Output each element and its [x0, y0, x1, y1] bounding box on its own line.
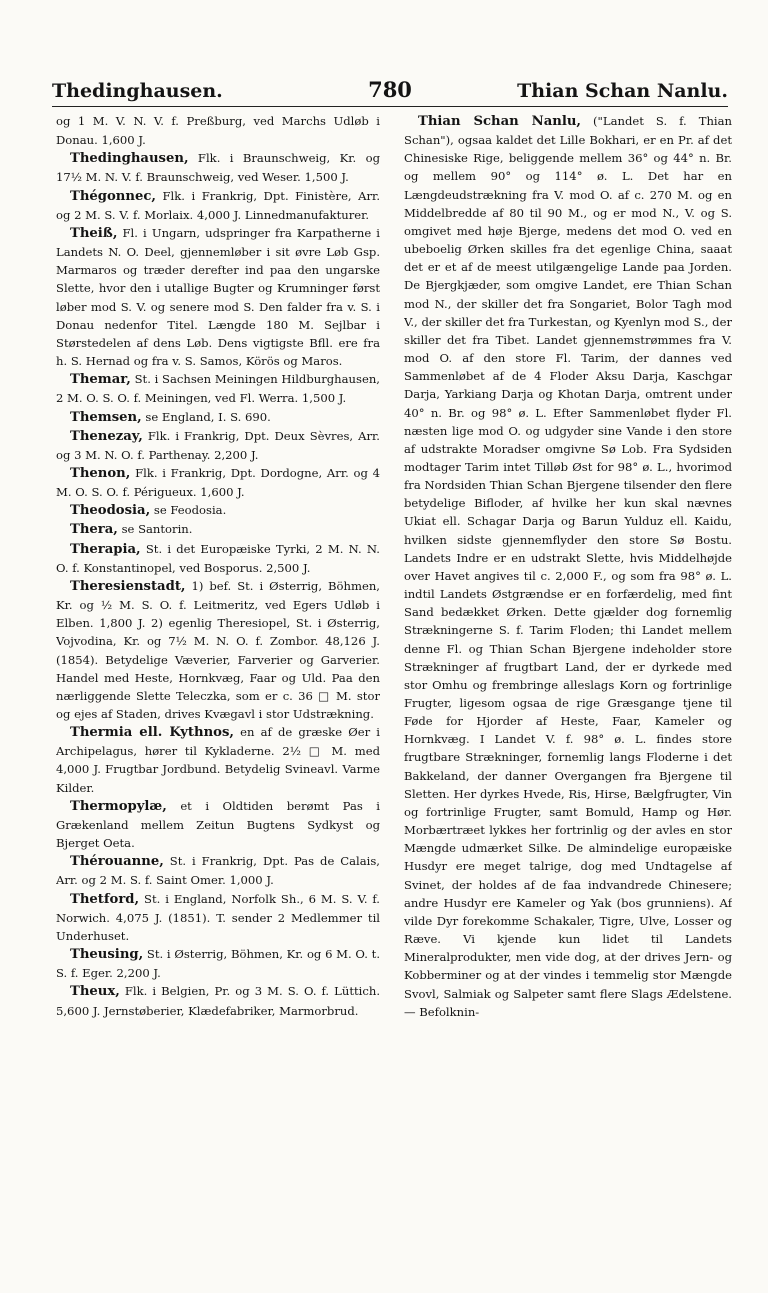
entry-text: og 1 M. V. N. V. f. Preßburg, ved Marchs Udløb i Donau. 1,600 J. [56, 114, 380, 148]
entry-text: en af de græske Øer i Archipelagus, hører til Kykladerne. 2½ □ M. med 4,000 J. Frugtbar Jordbund. Betydelig Svineavl. Varme Kilder. [56, 725, 380, 795]
entry-text: Flk. i Frankrig, Dpt. Deux Sèvres, Arr. og 3 M. N. O. f. Parthenay. 2,200 J. [56, 428, 380, 462]
dictionary-entry [56, 982, 380, 1019]
entry-text: ("Landet S. f. Thian Schan"), ogsaa kaldet det Lille Bokhari, er en Pr. af det Chinesiske Rige, beliggende mellem 36° og 44° n. Br. og mellem 90° og 114° ø. L. Det har en Længdeudstrækning fra V. mod O. af c. 270 M. og en Middelbredde af 80 til 90 M., og er mod N., V. og S. omgivet med høje Bjerge, medens det mod O. ved en ubeboelig Ørken skilles fra det egenlige China, saaat det er et af de meest utilgængelige Lande paa Jorden. De Bjergkjæder, som omgive Landet, ere Thian Schan mod N., der skiller det fra Songariet, Bolor Tagh mod V., der skiller det fra Turkestan, og Kyenlyn mod S., der skiller det fra Tibet. Landet gjennemstrømmes fra V. mod O. af den store Fl. Tarim, der dannes ved Sammenløbet af de 4 Floder Aksu Darja, Kaschgar Darja, Yarkiang Darja og Khotan Darja, omtrent under 40° n. Br. og 98° ø. L. Efter Sammenløbet flyder Fl. næsten lige mod O. og udgyder sine Vande i den store af udstrakte Moradser omgivne Sø Lob. Fra Sydsiden modtager Tarim intet Tilløb Øst for 98° ø. L., hvorimod fra Nordsiden Thian Schan Bjergene tilsender den flere betydelige Bifloder, af hvilke her kun skal nævnes Ukiat ell. Schagar Darja og Barun Yulduz ell. Kaidu, hvilken sidste gjennemflyder den store Sø Bostu. Landets Indre er en udstrakt Slette, hvis Middelhøjde over Havet angives til c. 2,000 F., og som fra 98° ø. L. indtil Landets Østgrændse er en forfærdelig, med fint Sand bedækket Ørken. Dette gjælder dog fornemlig Strækningerne S. f. Tarim Floden; thi Landet mellem denne Fl. og Thian Schan Bjergene indeholder store Strækninger af frugtbart Land, der er dyrkede med stor Omhu og frembringe alleslags Korn og fortrinlige Frugter, ligesom ogsaa de rige Græsgange tjene til Føde for Hjorder af Heste, Faar, Kameler og Hornkvæg. I Landet V. f. 98° ø. L. findes store frugtbare Strækninger, fornemlig langs Floderne i det Bakkeland, der danner Overgangen fra Bjergene til Sletten. Her dyrkes Hvede, Ris, Hirse, Bælgfrugter, Vin og fortrinlige Frugter, samt Bomuld, Hamp og Hør. Morbærtræet lykkes her fortrinlig og der avles en stor Mængde udmærket Silke. De almindelige europæiske Husdyr ere meget talrige, dog med Undtagelse af Svinet, der holdes af de faa indvandrede Chinesere; andre Husdyr ere Kameler og Yak (bos grunniens). Af vilde Dyr forekomme Schakaler, Tigre, Ulve, Losser og Ræve. Vi kjende kun lidet til Landets Mineralprodukter, men vide dog, at der drives Jern- og Kobberminer og at der vindes i temmelig stor Mængde Svovl, Salmiak og Salpeter samt flere Slags Ædelstene. — Befolknin- [404, 114, 732, 1019]
entry-text: se England, I. S. 690. [141, 409, 271, 424]
entry-text: Flk. i Belgien, Pr. og 3 M. S. O. f. Lüttich. 5,600 J. Jernstøberier, Klædefabriker, Marmorbrud. [56, 984, 380, 1018]
headword: Thetford, [70, 891, 140, 907]
dictionary-entry [56, 540, 380, 577]
headword: Theresienstadt, [70, 578, 186, 594]
running-head-right: Thian Schan Nanlu. [517, 80, 728, 102]
headword: Thian Schan Nanlu, [418, 114, 582, 129]
dictionary-entry [56, 224, 380, 370]
dictionary-entry [56, 520, 380, 539]
entry-text: St. i Østerrig, Böhmen, Kr. og 6 M. O. t. S. f. Eger. 2,200 J. [56, 947, 380, 981]
dictionary-entry [56, 890, 380, 945]
dictionary-entry [56, 187, 380, 224]
dictionary-entry [56, 852, 380, 889]
entry-text: St. i England, Norfolk Sh., 6 M. S. V. f. Norwich. 4,075 J. (1851). T. sender 2 Medlemmer til Underhuset. [56, 891, 380, 943]
entry-text: Fl. i Ungarn, udspringer fra Karpatherne i Landets N. O. Deel, gjennemløber i sit øvre Løb Gsp. Marmaros og træder derefter ind paa den ungarske Slette, hvor den i utallige Bugter og Krumninger først løber mod S. V. og senere mod S. Den falder fra v. S. i Donau nedenfor Titel. Længde 180 M. Sejlbar i Størstedelen af dens Løb. Dens vigtigste Bfll. ere fra h. S. Hernad og fra v. S. Samos, Körös og Maros. [56, 225, 380, 369]
dictionary-entry [56, 945, 380, 982]
headword: Theiß, [70, 225, 118, 241]
header-rule [52, 106, 728, 107]
left-column [56, 112, 380, 1277]
entry-text: St. i Sachsen Meiningen Hildburghausen, 2 M. O. S. O. f. Meiningen, ved Fl. Werra. 1,500 J. [56, 372, 380, 406]
headword: Therapia, [70, 541, 141, 557]
dictionary-entry [56, 797, 380, 852]
page-header [52, 66, 728, 102]
entry-text: St. i Frankrig, Dpt. Pas de Calais, Arr. og 2 M. S. f. Saint Omer. 1,000 J. [56, 854, 380, 888]
headword: Theux, [70, 984, 120, 1000]
running-head-left: Thedinghausen. [52, 80, 223, 102]
entry-text: et i Oldtiden berømt Pas i Grækenland mellem Zeitun Bugtens Sydkyst og Bjerget Oeta. [56, 798, 380, 851]
headword: Themar, [70, 372, 131, 388]
dictionary-entry [56, 427, 380, 464]
dictionary-entry [56, 577, 380, 723]
dictionary-entry [56, 408, 380, 427]
entry-text: St. i det Europæiske Tyrki, 2 M. N. N. O. f. Konstantinopel, ved Bosporus. 2,500 J. [56, 541, 380, 575]
entry-text: Flk. i Braunschweig, Kr. og 17½ M. N. V. f. Braunschweig, ved Weser. 1,500 J. [56, 151, 380, 185]
dictionary-entry [56, 370, 380, 407]
page-number: 780 [368, 77, 412, 102]
headword: Theusing, [70, 947, 144, 963]
headword: Thedinghausen, [70, 151, 189, 167]
headword: Theodosia, [70, 503, 151, 519]
headword: Thenon, [70, 465, 131, 481]
dictionary-entry [56, 723, 380, 797]
dictionary-entry [56, 149, 380, 186]
headword: Thermopylæ, [70, 798, 167, 814]
entry-text: Flk. i Frankrig, Dpt. Dordogne, Arr. og 4 M. O. S. O. f. Périgueux. 1,600 J. [56, 465, 380, 500]
headword: Thégonnec, [70, 188, 156, 204]
entry-text: 1) bef. St. i Østerrig, Böhmen, Kr. og ½ M. S. O. f. Leitmeritz, ved Egers Udløb i Elben. 1,800 J. 2) egenlig Theresiopel, St. i Østerrig, Vojvodina, Kr. og 7½ M. N. O. f. Zombor. 48,126 J. (1854). Betydelige Væverier, Farverier og Garverier. Handel med Heste, Hornkvæg, Faar og Uld. Paa den nærliggende Slette Teleczka, som er c. 36 □ M. stor og ejes af Staden, drives Kvægavl i stor Udstrækning. [56, 578, 380, 721]
dictionary-entry [56, 112, 380, 149]
dictionary-entry [56, 464, 380, 501]
right-column [404, 112, 732, 1277]
dictionary-entry [404, 112, 732, 1021]
headword: Themsen, [70, 409, 142, 425]
headword: Thérouanne, [70, 854, 164, 870]
headword: Thermia ell. Kythnos, [70, 725, 234, 741]
entry-text: se Santorin. [117, 522, 193, 537]
dictionary-entry [56, 501, 380, 520]
headword: Thenezay, [70, 428, 143, 444]
entry-text: se Feodosia. [150, 503, 227, 518]
headword: Thera, [70, 522, 118, 538]
entry-text: Flk. i Frankrig, Dpt. Finistère, Arr. og 2 M. S. V. f. Morlaix. 4,000 J. Linnedmanufakturer. [56, 188, 380, 222]
